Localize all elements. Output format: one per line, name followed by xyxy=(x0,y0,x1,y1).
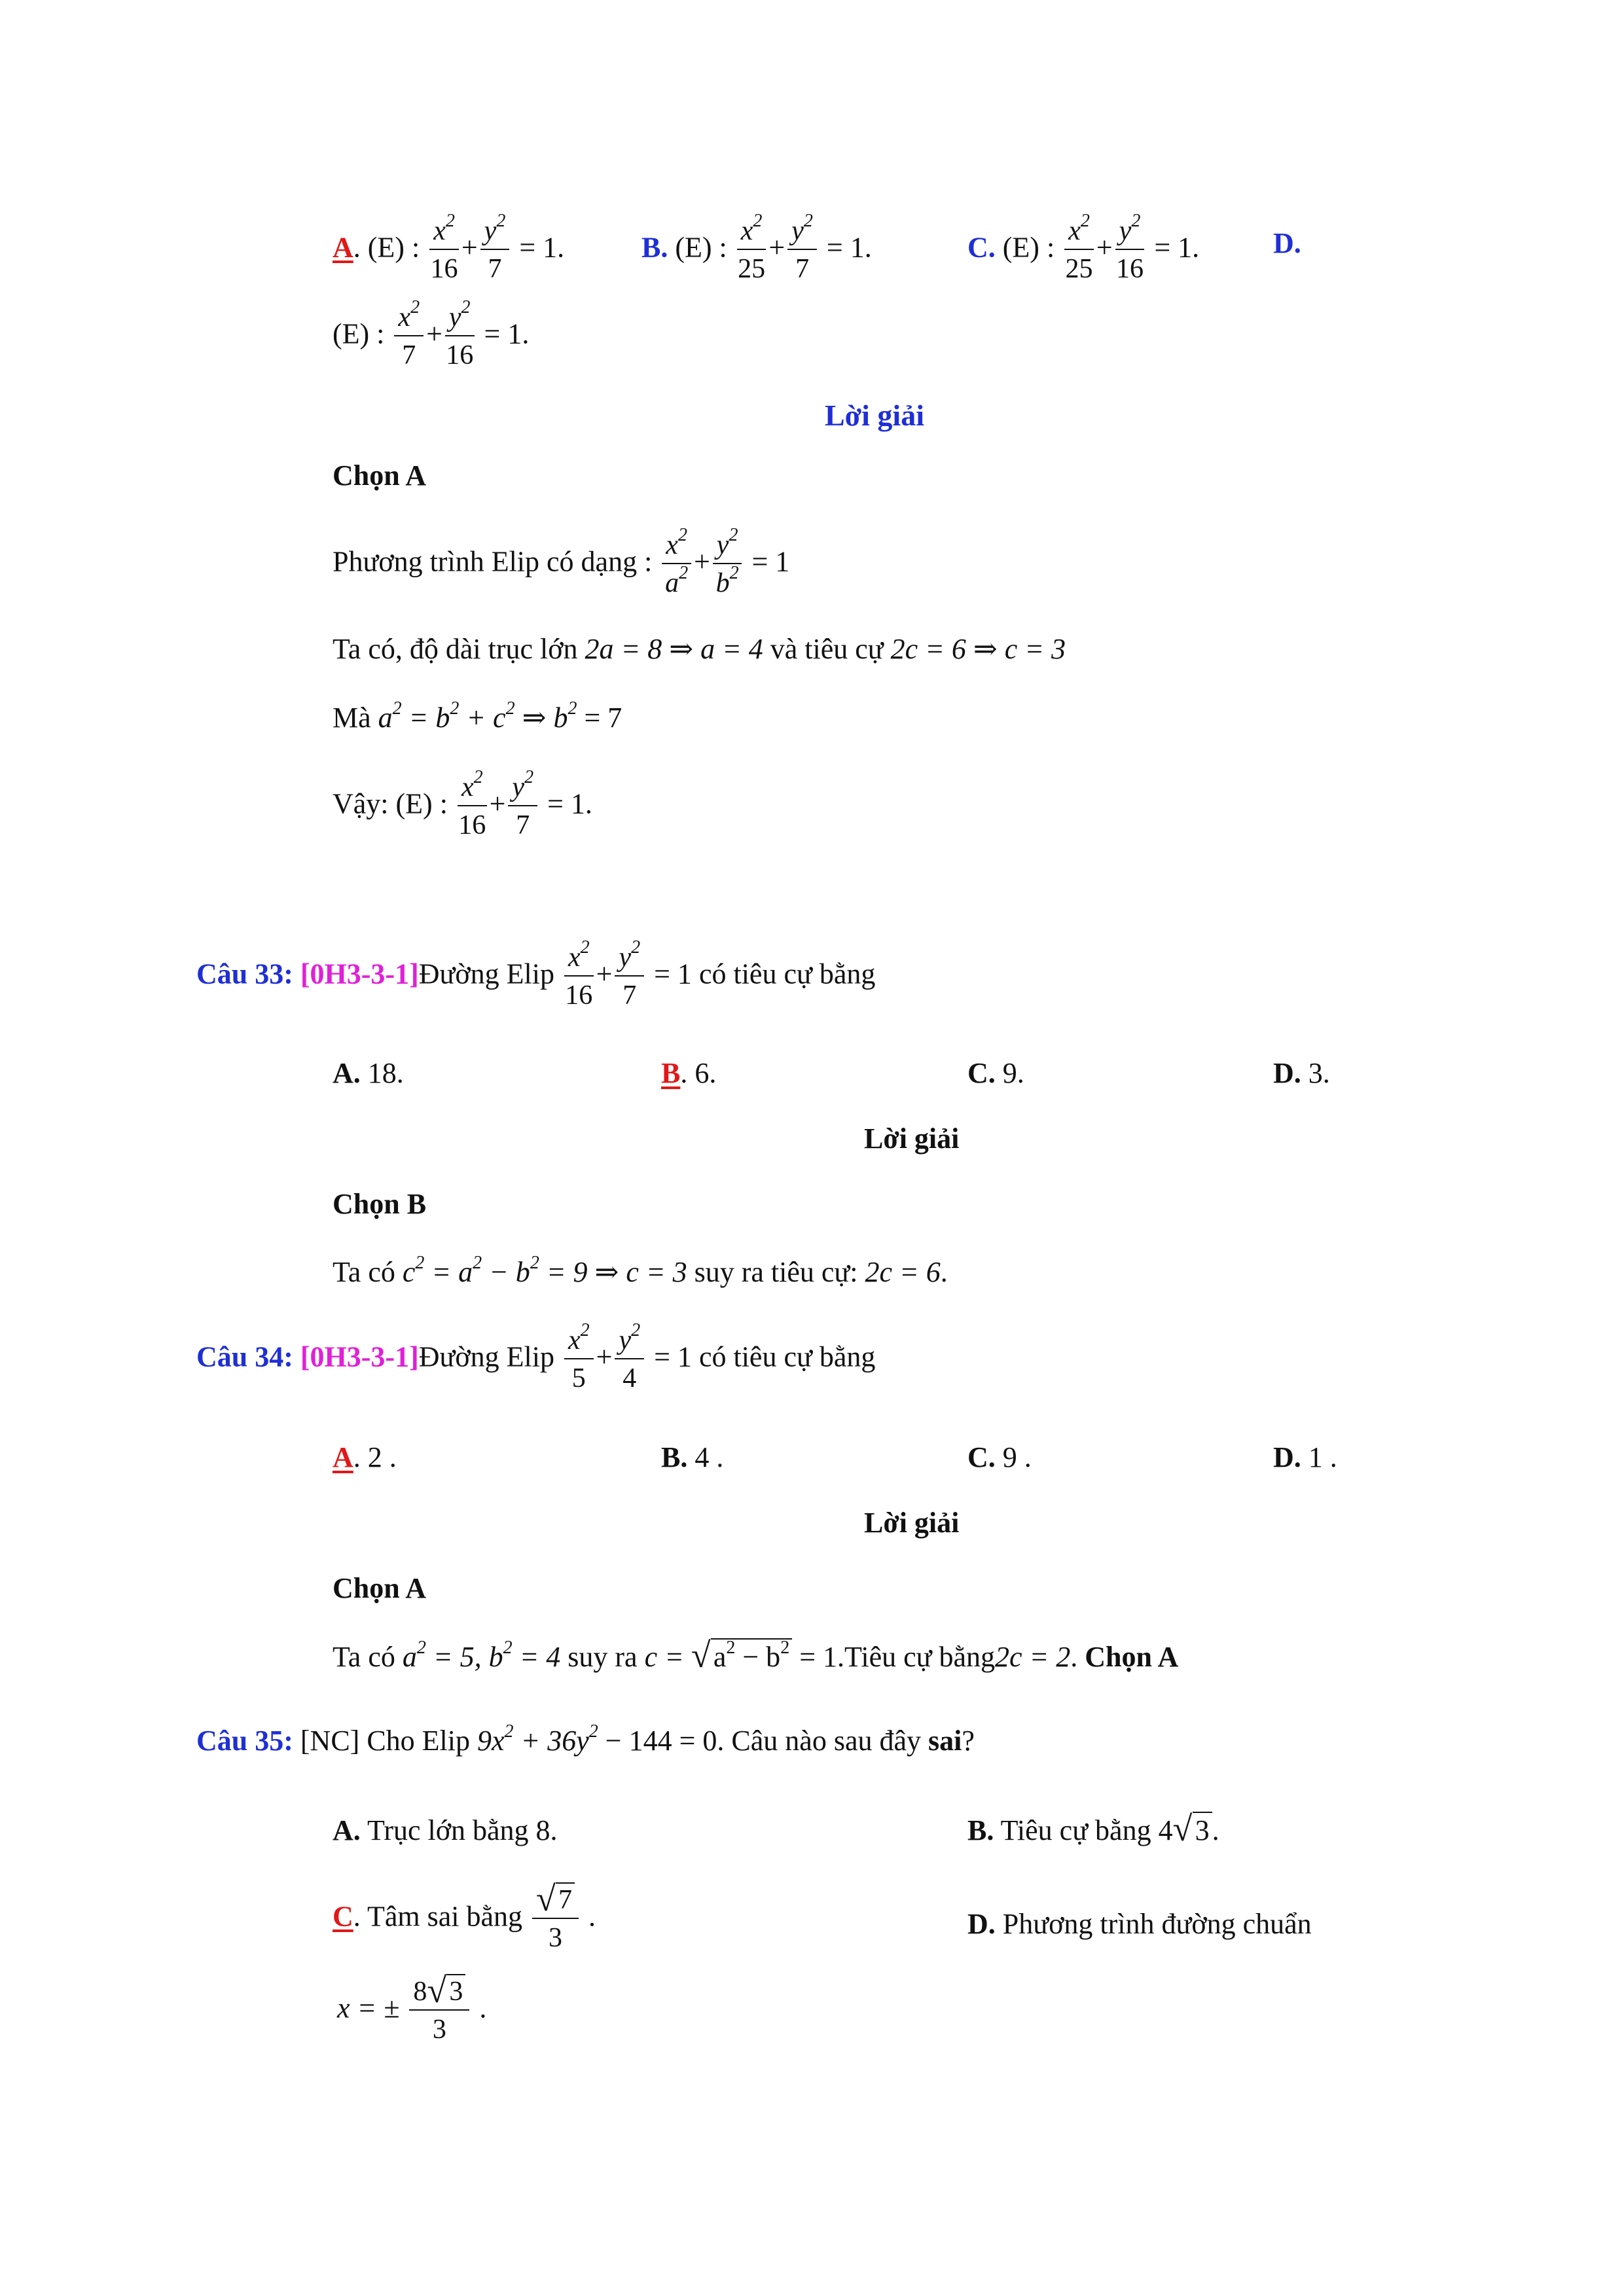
fraction: $\frac{x^2}{16}$ xyxy=(565,937,593,1011)
q32-option-c: C. (E) : $\frac{x^2}{25}$ + $\frac{y^2}{16}$ = 1. xyxy=(967,211,1200,285)
solution-line: Vậy: (E) : $\frac{x^2}{16}$ + $\frac{y^2}{7}$ = 1. xyxy=(333,767,592,841)
question-35: Câu 35: [NC] Cho Elip $9x^2 + 36y^2 - 144 = 0$. Câu nào sau đây sai? xyxy=(196,1721,975,1757)
option-letter: C. xyxy=(967,231,996,264)
option-letter: D. xyxy=(1273,227,1301,259)
solution-heading: Lời giải xyxy=(864,1122,960,1155)
solution-line: Ta có, độ dài trục lớn 2a = 8 ⇒ a = 4 và tiêu cự 2c = 6 ⇒ c = 3 xyxy=(333,633,1066,665)
square-root: √ 3 xyxy=(427,1977,465,2007)
solution-heading: Lời giải xyxy=(825,399,924,432)
fraction: $\frac{y^2}{b^2}$ xyxy=(713,530,742,598)
solution-line: Ta có $c^2 = a^2 - b^2 = 9$ ⇒ c = 3 suy ra tiêu cự: 2c = 6. xyxy=(333,1253,948,1288)
question-label: Câu 35: xyxy=(196,1725,293,1757)
q32-option-d-equation: (E) : $\frac{x^2}{7}$ + $\frac{y^2}{16}$ = 1. xyxy=(333,297,530,371)
q34-option-a: A. 2 . xyxy=(333,1441,397,1473)
fraction: $\frac{x^2}{7}$ xyxy=(394,302,424,370)
q33-option-d: D. 3. xyxy=(1273,1057,1330,1089)
answer-choice: Chọn A xyxy=(333,459,427,492)
question-tag: [0H3-3-1] xyxy=(300,1340,419,1373)
fraction: $\frac{y^2}{16}$ xyxy=(446,297,474,371)
question-tag: [0H3-3-1] xyxy=(300,958,419,990)
option-letter: A xyxy=(333,231,353,264)
q35-option-b: B. Tiêu cự bằng 4 √ 3. xyxy=(967,1809,1219,1848)
solution-line: Phương trình Elip có dạng : $\frac{x^2}{a^2}$ + $\frac{y^2}{b^2}$ = 1 xyxy=(333,525,790,599)
fraction: 8 √ 3 3 xyxy=(409,1977,469,2045)
fraction: √ 7 3 xyxy=(532,1885,579,1953)
question-34: Câu 34: [0H3-3-1]Đường Elip $\frac{x^2}{5}$ + $\frac{y^2}{4}$ = 1 có tiêu cự bằng xyxy=(196,1320,876,1394)
solution-heading: Lời giải xyxy=(864,1507,960,1539)
square-root: √ 3 xyxy=(1173,1816,1212,1845)
q32-option-a: A. (E) : $\frac{x^2}{16}$ + $\frac{y^2}{7}$ = 1. xyxy=(333,211,565,285)
answer-choice: Chọn A xyxy=(333,1572,427,1604)
q35-option-d-equation: x = ± 8 √ 3 3 . xyxy=(337,1971,487,2045)
fraction: $\frac{y^2}{7}$ xyxy=(480,216,510,284)
q33-option-c: C. 9. xyxy=(967,1057,1024,1089)
question-label: Câu 33: xyxy=(196,958,293,990)
q34-option-c: C. 9 . xyxy=(967,1441,1032,1473)
fraction: $\frac{y^2}{7}$ xyxy=(615,942,644,1011)
fraction: $\frac{x^2}{25}$ xyxy=(1065,211,1093,285)
q35-option-c: C. Tâm sai bằng √ 7 3 . xyxy=(333,1879,596,1954)
q33-option-b: B. 6. xyxy=(661,1057,717,1089)
question-label: Câu 34: xyxy=(196,1340,293,1373)
q34-option-b: B. 4 . xyxy=(661,1441,724,1473)
answer-choice: Chọn B xyxy=(333,1188,427,1220)
fraction: $\frac{x^2}{a^2}$ xyxy=(662,530,691,598)
fraction: $\frac{y^2}{7}$ xyxy=(787,216,817,284)
fraction: $\frac{x^2}{5}$ xyxy=(564,1325,594,1393)
option-letter: B. xyxy=(641,231,668,264)
square-root: √ 7 xyxy=(536,1885,575,1915)
fraction: $\frac{x^2}{16}$ xyxy=(430,211,458,285)
fraction: $\frac{x^2}{16}$ xyxy=(458,767,486,841)
fraction: $\frac{y^2}{4}$ xyxy=(615,1325,644,1393)
fraction: $\frac{y^2}{7}$ xyxy=(508,772,537,840)
q35-option-a: A. Trục lớn bằng 8. xyxy=(333,1814,558,1846)
q32-option-d xyxy=(1273,229,1301,258)
solution-line: Mà $a^2 = b^2 + c^2$ ⇒ $b^2 = 7$ xyxy=(333,698,623,734)
q34-option-d: D. 1 . xyxy=(1273,1441,1337,1473)
q33-option-a: A. 18. xyxy=(333,1057,404,1089)
q32-option-b: B. (E) : $\frac{x^2}{25}$ + $\frac{y^2}{7}$ = 1. xyxy=(641,211,872,285)
fraction: $\frac{x^2}{25}$ xyxy=(738,211,766,285)
fraction: $\frac{y^2}{16}$ xyxy=(1116,211,1144,285)
question-33: Câu 33: [0H3-3-1]Đường Elip $\frac{x^2}{16}$ + $\frac{y^2}{7}$ = 1 có tiêu cự bằng xyxy=(196,937,876,1011)
square-root: √ $a^2 - b^2$ xyxy=(691,1643,792,1672)
solution-line: Ta có $a^2 = 5$, $b^2 = 4$ suy ra c = √ $a^2 - b^2$ = 1.Tiêu cự bằng2c = 2. Chọn A xyxy=(333,1636,1179,1675)
q35-option-d: D. Phương trình đường chuẩn xyxy=(967,1908,1312,1940)
